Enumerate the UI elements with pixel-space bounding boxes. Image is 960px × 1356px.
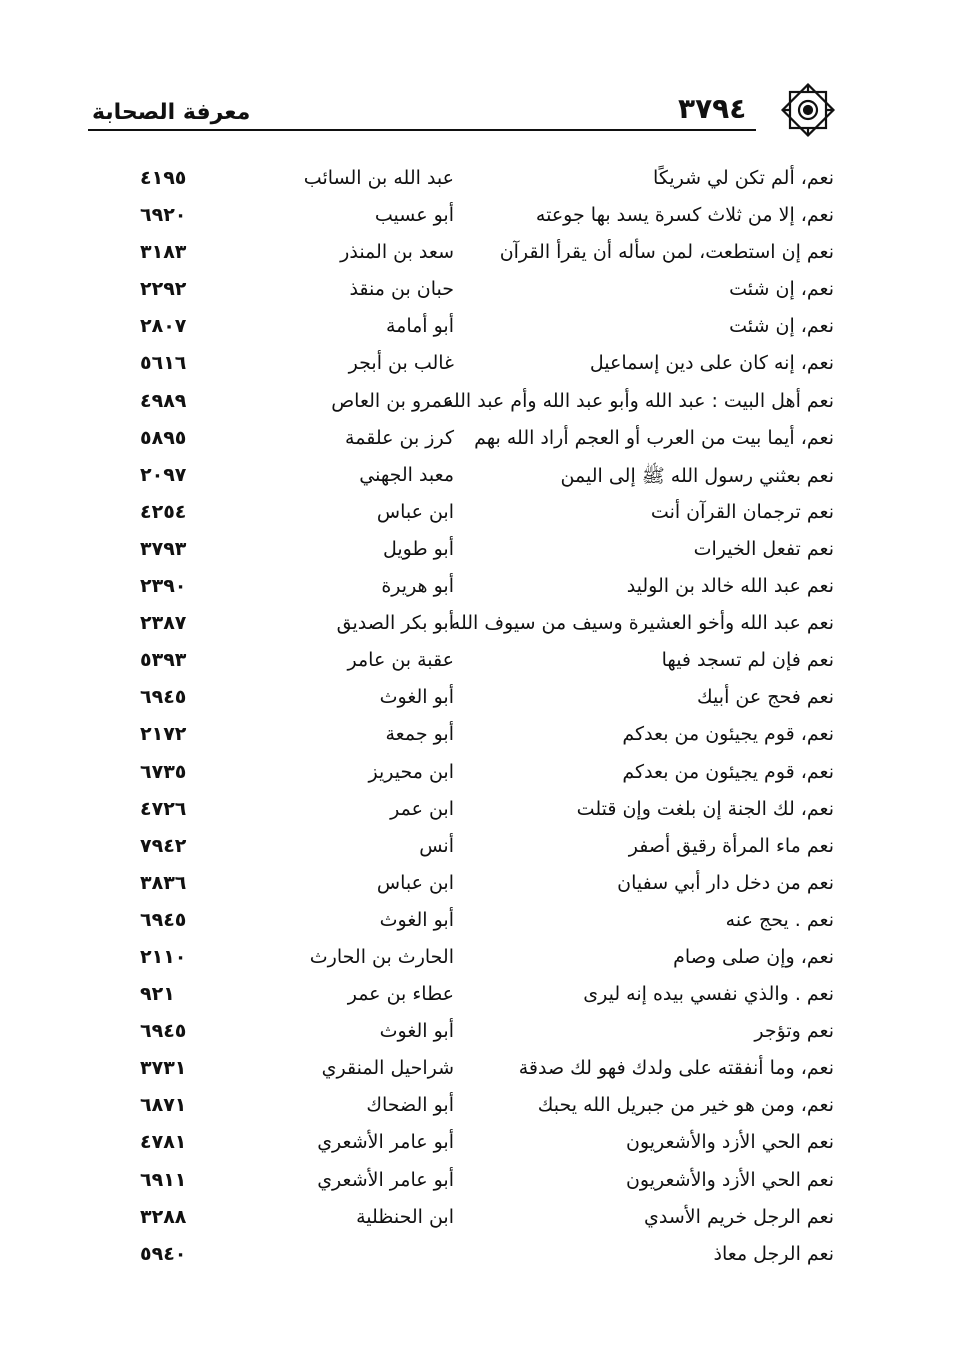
- hadith-text: نعم . والذي نفسي بيده إنه ليرى: [583, 983, 834, 1006]
- hadith-text: نعم الرجل خريم الأسدي: [644, 1205, 834, 1228]
- hadith-number: ٣٢٨٨: [140, 1205, 187, 1228]
- hadith-number: ٦٩٤٥: [140, 686, 187, 709]
- hadith-text: نعم من دخل دار أبي سفيان: [617, 871, 834, 894]
- page-number: ٣٧٩٤: [678, 92, 747, 125]
- narrator-name: ابن محيريز: [368, 760, 454, 783]
- hadith-number: ٤٢٥٤: [140, 500, 187, 523]
- index-row: [0, 645, 960, 682]
- hadith-text: نعم عبد الله خالد بن الوليد: [626, 575, 834, 598]
- hadith-number: ٢٠٩٧: [140, 463, 187, 486]
- hadith-number: ٢٣٨٧: [140, 612, 187, 635]
- narrator-name: عقبة بن عامر: [347, 649, 454, 672]
- hadith-text: نعم، قوم يجيئون من بعدكم: [622, 723, 834, 746]
- hadith-text: نعم، وما أنفقته على ولدك فهو لك صدقة: [518, 1057, 834, 1080]
- hadith-text: نعم . يحج عنه: [725, 908, 834, 931]
- narrator-name: أبو عسيب: [374, 204, 454, 227]
- narrator-name: أبو الغوث: [379, 908, 454, 931]
- hadith-text: نعم تفعل الخيرات: [693, 537, 834, 560]
- hadith-text: نعم، أيما بيت من العرب أو العجم أراد الله بهم: [474, 426, 834, 449]
- narrator-name: ابن الحنظلية: [356, 1205, 454, 1228]
- narrator-name: شراحيل المنقري: [321, 1057, 454, 1080]
- header-rule: [88, 129, 756, 131]
- narrator-name: أبو عامر الأشعري: [317, 1131, 454, 1154]
- narrator-name: أبو عامر الأشعري: [317, 1168, 454, 1191]
- hadith-text: نعم أهل البيت : عبد الله وأبو عبد الله وأم عبد الله: [443, 389, 834, 412]
- hadith-text: نعم فإن لم تسجد فيها: [661, 649, 834, 672]
- index-row: [0, 1127, 960, 1164]
- hadith-text: نعم الحي الأزد والأشعريون: [625, 1168, 834, 1191]
- hadith-number: ٣٧٩٣: [140, 537, 187, 560]
- narrator-name: أبو بكر الصديق: [336, 612, 454, 635]
- hadith-number: ٥٦١٦: [140, 352, 187, 375]
- hadith-text: نعم الرجل معاذ: [713, 1242, 834, 1265]
- index-row: [0, 497, 960, 534]
- index-row: [0, 608, 960, 645]
- index-row: [0, 757, 960, 794]
- narrator-name: الحارث بن الحارث: [309, 945, 454, 968]
- narrator-name: غالب بن أبجر: [348, 352, 454, 375]
- narrator-name: أبو هريرة: [381, 575, 454, 598]
- hadith-text: نعم، ألم تكن لي شريكًا: [653, 167, 834, 189]
- narrator-name: معبد الجهني: [359, 463, 454, 486]
- hadith-number: ٦٧٣٥: [140, 760, 187, 783]
- narrator-name: ابن عباس: [376, 871, 454, 894]
- index-row: [0, 682, 960, 719]
- hadith-number: ٦٨٧١: [140, 1094, 187, 1117]
- hadith-number: ٢٨٠٧: [140, 315, 187, 338]
- hadith-text: نعم، إنه كان على دين إسماعيل: [589, 352, 834, 375]
- index-row: [0, 1090, 960, 1127]
- hadith-number: ٦٩٤٥: [140, 908, 187, 931]
- hadith-text: نعم ترجمان القرآن أنت: [650, 500, 834, 523]
- hadith-number: ٦٩٤٥: [140, 1020, 187, 1043]
- index-row: [0, 979, 960, 1016]
- hadith-text: نعم إن استطعت، لمن سأله أن يقرأ القرآن: [499, 241, 834, 264]
- index-row: [0, 423, 960, 460]
- hadith-text: نعم عبد الله وأخو العشيرة وسيف من سيوف الله: [450, 612, 834, 635]
- hadith-number: ٢١١٠: [140, 945, 187, 968]
- narrator-name: كرز بن علقمة: [345, 426, 454, 449]
- index-row: [0, 460, 960, 497]
- index-row: [0, 942, 960, 979]
- narrator-name: أبو جمعة: [385, 723, 454, 746]
- index-row: [0, 200, 960, 237]
- narrator-name: أبو أمامة: [385, 315, 454, 338]
- hadith-text: نعم فحج عن أبيك: [697, 686, 834, 709]
- hadith-number: ٢١٧٢: [140, 723, 187, 746]
- narrator-name: أبو الضحاك: [366, 1094, 454, 1117]
- hadith-number: ٣٧٣١: [140, 1057, 187, 1080]
- index-row: [0, 1202, 960, 1239]
- index-row: [0, 719, 960, 756]
- hadith-number: ٣٨٣٦: [140, 871, 187, 894]
- narrator-name: عمرو بن العاص: [331, 389, 454, 412]
- hadith-number: ٥٩٤٠: [140, 1242, 187, 1265]
- hadith-text: نعم، ومن هو خير من جبريل الله يحبك: [537, 1094, 834, 1117]
- hadith-text: نعم، وإن صلى وصام: [673, 945, 834, 968]
- octagonal-star-ornament-icon: [776, 78, 840, 142]
- narrator-name: ابن عمر: [390, 797, 454, 820]
- index-row: [0, 1239, 960, 1276]
- index-row: [0, 348, 960, 385]
- narrator-name: أبو الغوث: [379, 686, 454, 709]
- index-row: [0, 274, 960, 311]
- hadith-number: ٣١٨٣: [140, 241, 187, 264]
- book-title: معرفة الصحابة: [92, 100, 251, 125]
- hadith-number: ٤٧٢٦: [140, 797, 187, 820]
- hadith-text: نعم ماء المرأة رقيق أصفر: [628, 834, 834, 857]
- hadith-text: نعم، قوم يجيئون من بعدكم: [622, 760, 834, 783]
- hadith-number: ٥٨٩٥: [140, 426, 187, 449]
- hadith-number: ٤٩٨٩: [140, 389, 187, 412]
- index-row: [0, 794, 960, 831]
- hadith-text: نعم الحي الأزد والأشعريون: [625, 1131, 834, 1154]
- hadith-number: ٢٣٩٠: [140, 575, 187, 598]
- narrator-name: أبو طويل: [382, 537, 454, 560]
- hadith-number: ٢٢٩٢: [140, 278, 187, 301]
- index-row: [0, 868, 960, 905]
- hadith-text: نعم، إن شئت: [729, 315, 834, 338]
- hadith-index-list: [0, 163, 960, 1276]
- index-row: [0, 905, 960, 942]
- index-row: [0, 386, 960, 423]
- hadith-number: ٤٧٨١: [140, 1131, 187, 1154]
- hadith-number: ٦٩١١: [140, 1168, 187, 1191]
- narrator-name: سعد بن المنذر: [340, 241, 454, 264]
- index-row: [0, 534, 960, 571]
- narrator-name: أنس: [419, 834, 454, 857]
- hadith-text: نعم، إن شئت: [729, 278, 834, 301]
- index-row: [0, 237, 960, 274]
- hadith-text: نعم وتؤجر: [754, 1020, 834, 1043]
- narrator-name: أبو الغوث: [379, 1020, 454, 1043]
- index-row: [0, 571, 960, 608]
- hadith-number: ٤١٩٥: [140, 167, 187, 189]
- narrator-name: عبد الله بن السائب: [303, 167, 454, 189]
- index-row: [0, 1053, 960, 1090]
- page-header: [88, 78, 848, 130]
- narrator-name: ابن عباس: [376, 500, 454, 523]
- hadith-number: ٩٢١: [140, 983, 175, 1006]
- hadith-text: نعم، لك الجنة إن بلغت وإن قتلت: [576, 797, 834, 820]
- hadith-number: ٥٣٩٣: [140, 649, 187, 672]
- hadith-text: نعم، إلا من ثلاث كسرة يسد بها جوعته: [535, 204, 834, 227]
- index-row: [0, 163, 960, 200]
- index-row: [0, 1016, 960, 1053]
- index-row: [0, 1165, 960, 1202]
- narrator-name: حبان بن منقذ: [349, 278, 454, 301]
- index-row: [0, 831, 960, 868]
- hadith-text: نعم بعثني رسول الله ﷺ إلى اليمن: [560, 464, 834, 487]
- hadith-number: ٦٩٢٠: [140, 204, 187, 227]
- narrator-name: عطاء بن عمر: [347, 983, 454, 1006]
- index-row: [0, 311, 960, 348]
- hadith-number: ٧٩٤٢: [140, 834, 187, 857]
